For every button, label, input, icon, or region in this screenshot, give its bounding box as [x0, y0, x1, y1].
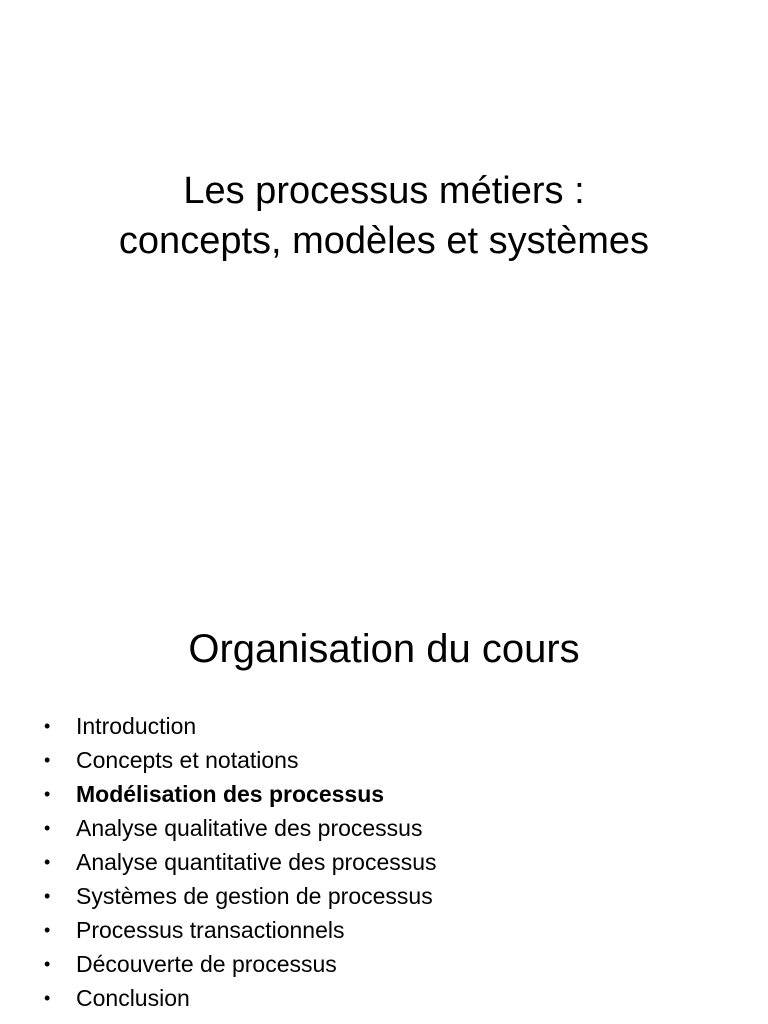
bullet-icon: • — [44, 988, 51, 1008]
presentation-title-line-1: Les processus métiers : — [183, 170, 585, 212]
presentation-title — [0, 166, 768, 266]
outline-item-label: Découverte de processus — [76, 951, 337, 977]
outline-item-analyse-quantitative — [40, 845, 437, 879]
outline-item-systemes-gestion — [40, 879, 437, 913]
outline-item-label: Systèmes de gestion de processus — [76, 883, 433, 909]
outline-item-label: Concepts et notations — [76, 747, 299, 773]
outline-item-decouverte — [40, 947, 437, 981]
outline-item-transactionnels — [40, 913, 437, 947]
bullet-icon: • — [44, 750, 51, 770]
outline-item-concepts — [40, 743, 437, 777]
bullet-icon: • — [44, 784, 51, 804]
bullet-icon: • — [44, 852, 51, 872]
outline-item-modelisation — [40, 777, 437, 811]
bullet-icon: • — [44, 920, 51, 940]
outline-item-label: Modélisation des processus — [76, 781, 385, 807]
outline-title: Organisation du cours — [188, 627, 580, 671]
outline-item-analyse-qualitative — [40, 811, 437, 845]
outline-item-conclusion — [40, 981, 437, 1015]
outline-slide — [0, 590, 768, 1024]
presentation-title-line-2: concepts, modèles et systèmes — [118, 220, 650, 262]
course-outline-list — [40, 709, 437, 1015]
bullet-icon: • — [44, 818, 51, 838]
outline-item-label: Analyse quantitative des processus — [76, 849, 437, 875]
outline-item-introduction — [40, 709, 437, 743]
bullet-icon: • — [44, 716, 51, 736]
outline-item-label: Processus transactionnels — [76, 917, 345, 943]
bullet-icon: • — [44, 886, 51, 906]
outline-item-label: Analyse qualitative des processus — [76, 815, 423, 841]
outline-item-label: Introduction — [76, 713, 197, 739]
outline-item-label: Conclusion — [76, 985, 190, 1011]
bullet-icon: • — [44, 954, 51, 974]
